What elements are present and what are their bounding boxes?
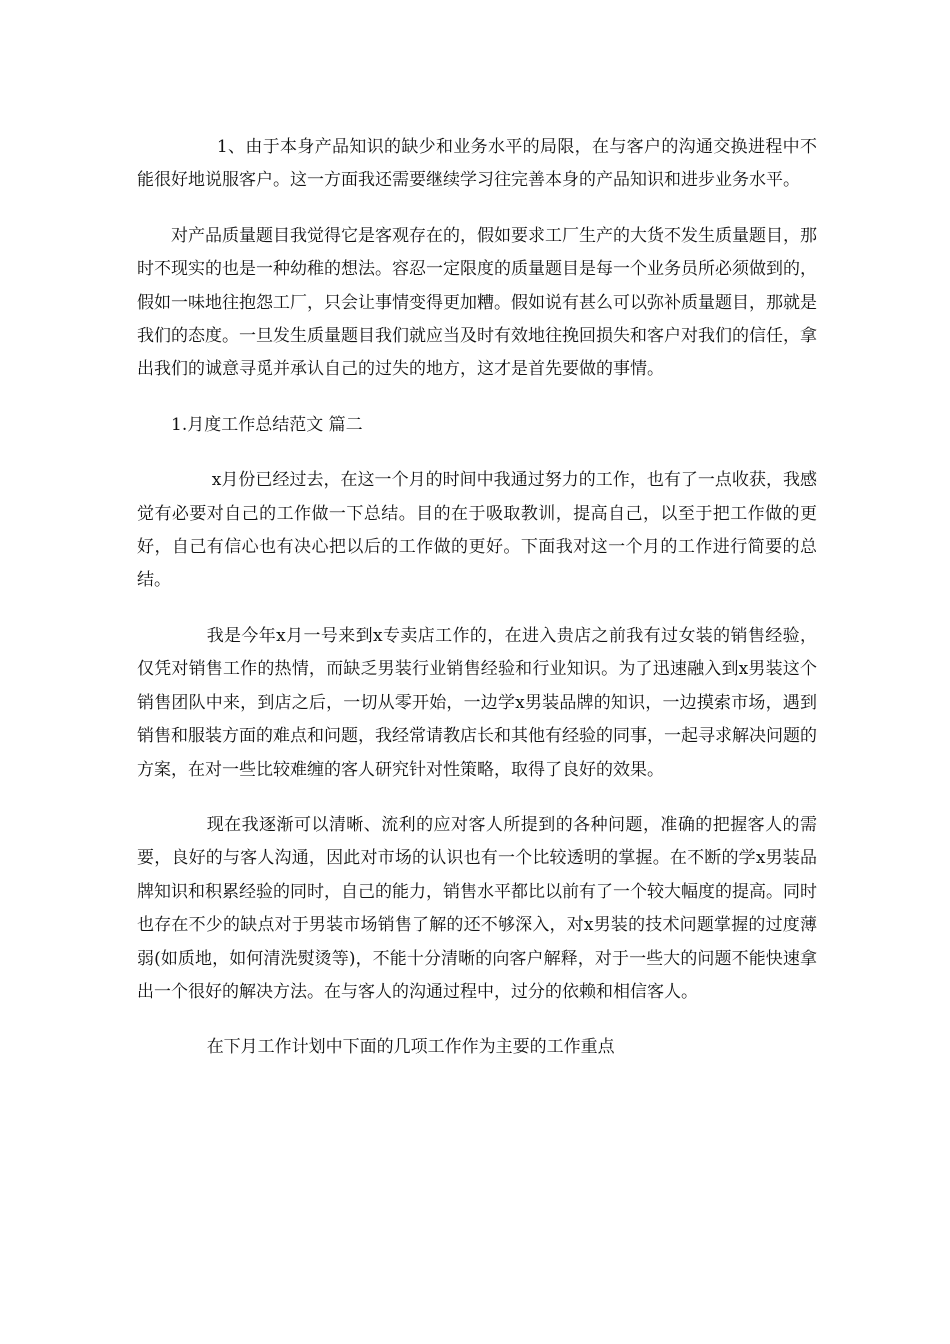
paragraph-5: 现在我逐渐可以清晰、流利的应对客人所提到的各种问题，准确的把握客人的需要，良好的与客人沟通，因此对市场的认识也有一个比较透明的掌握。在不断的学x男装品牌知识和积累经验的同时，自己的能力，销售水平都比以前有了一个较大幅度的提高。同时也存在不少的缺点对于男装市场销售了解的还不够深入，对x男装的技术问题掌握的过度薄弱(如质地，如何清洗熨烫等)，不能十分清晰的向客户解释，对于一些大的问题不能快速拿出一个很好的解决方法。在与客人的沟通过程中，过分的依赖和相信客人。 xyxy=(137,814,817,1002)
paragraph-4: 我是今年x月一号来到x专卖店工作的，在进入贵店之前我有过女装的销售经验，仅凭对销售工作的热情，而缺乏男装行业销售经验和行业知识。为了迅速融入到x男装这个销售团队中来，到店之后，一切从零开始，一边学x男装品牌的知识，一边摸索市场，遇到销售和服装方面的难点和问题，我经常请教店长和其他有经验的同事，一起寻求解决问题的方案，在对一些比较难缠的客人研究针对性策略，取得了良好的效果。 xyxy=(137,625,817,780)
paragraph-6: 在下月工作计划中下面的几项工作作为主要的工作重点 xyxy=(206,1037,615,1058)
paragraph-2: 对产品质量题目我觉得它是客观存在的，假如要求工厂生产的大货不发生质量题目，那时不现实的也是一种幼稚的想法。容忍一定限度的质量题目是每一个业务员所必须做到的，假如一味地往抱怨工厂，只会让事情变得更加糟。假如说有甚么可以弥补质量题目，那就是我们的态度。一旦发生质量题目我们就应当及时有效地往挽回损失和客户对我们的信任，拿出我们的诚意寻觅并承认自己的过失的地方，这才是首先要做的事情。 xyxy=(137,225,817,380)
paragraph-1: 1、由于本身产品知识的缺少和业务水平的局限，在与客户的沟通交换进程中不能很好地说服客户。这一方面我还需要继续学习往完善本身的产品知识和进步业务水平。 xyxy=(137,137,817,191)
paragraph-3: x月份已经过去，在这一个月的时间中我通过努力的工作，也有了一点收获，我感觉有必要对自己的工作做一下总结。目的在于吸取教训，提高自己，以至于把工作做的更好，自己有信心也有决心把以后的工作做的更好。下面我对这一个月的工作进行简要的总结。 xyxy=(137,470,817,591)
document-body xyxy=(137,131,817,1087)
section-heading: 1.月度工作总结范文 篇二 xyxy=(171,414,363,435)
